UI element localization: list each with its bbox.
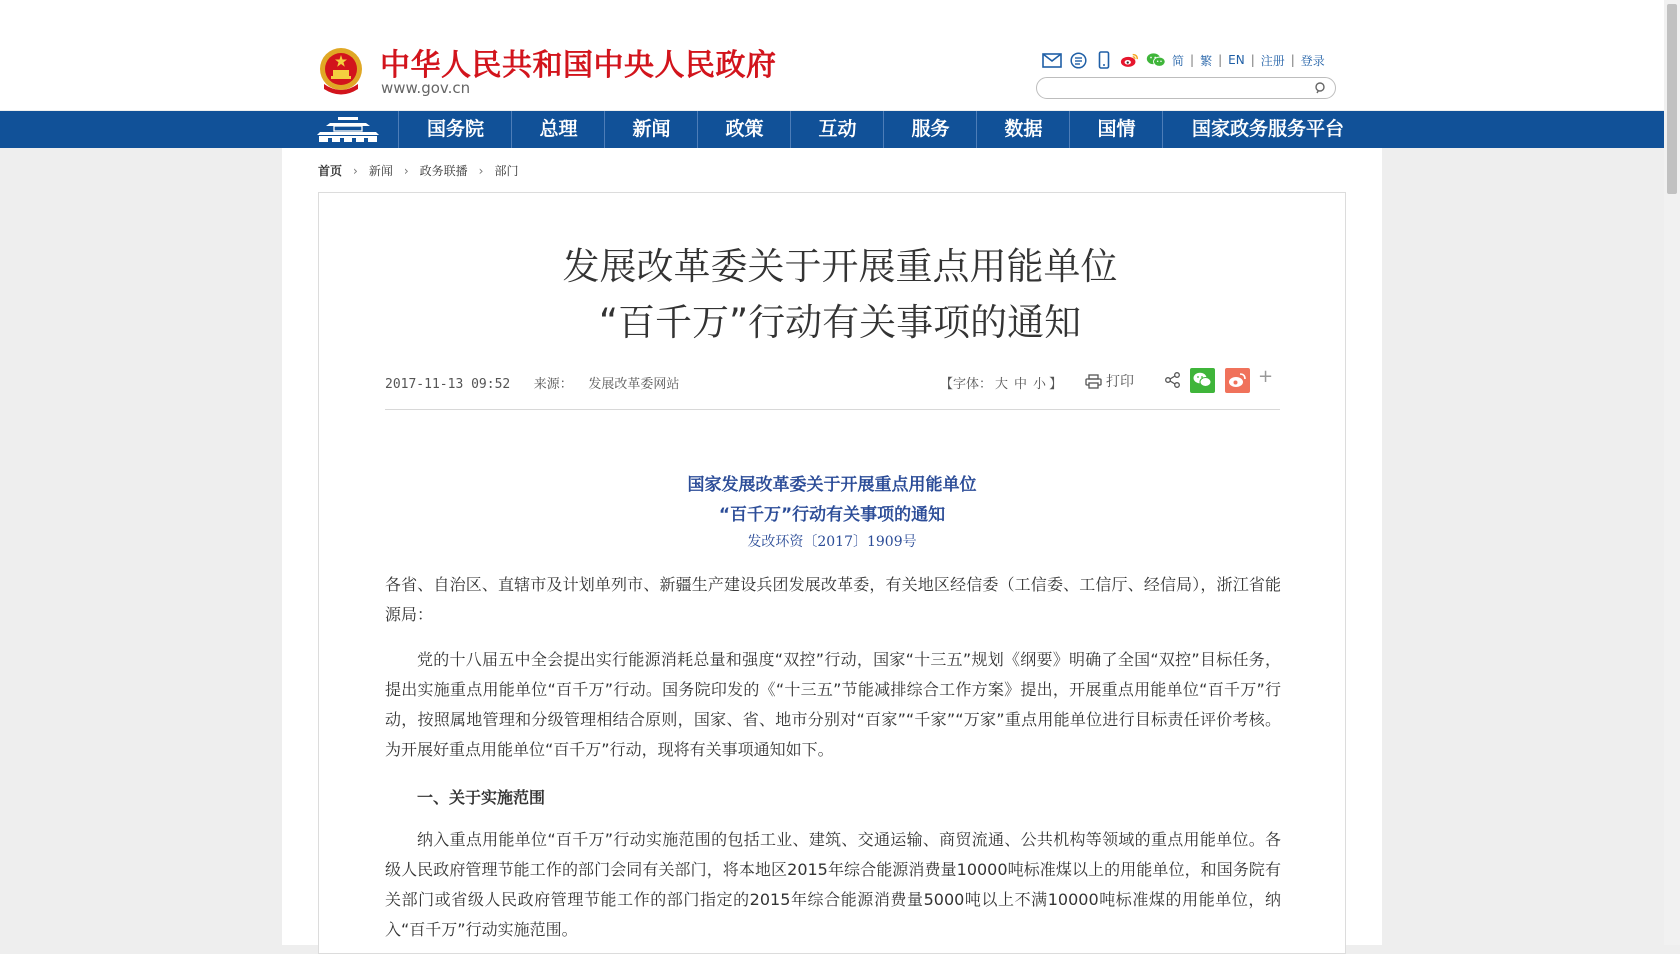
divider: | (1290, 53, 1295, 67)
article-headline-line2: “百千万”行动有关事项的通知 (598, 301, 1082, 344)
nav-item-state-council[interactable]: 国务院 (398, 111, 512, 148)
divider: | (1190, 53, 1195, 67)
nav-item-news[interactable]: 新闻 (604, 111, 698, 148)
lang-simplified-link[interactable]: 简 (1172, 53, 1185, 68)
nav-item-policy[interactable]: 政策 (697, 111, 791, 148)
vertical-scrollbar[interactable] (1664, 0, 1680, 945)
site-title[interactable]: 中华人民共和国中央人民政府 (380, 48, 777, 83)
share-wechat-button[interactable] (1190, 368, 1215, 393)
site-url[interactable]: www.gov.cn (381, 79, 471, 97)
more-share-button[interactable]: + (1258, 366, 1274, 387)
nav-item-services[interactable]: 服务 (883, 111, 977, 148)
paragraph-text: 党的十八届五中全会提出实行能源消耗总量和强度“双控”行动，国家“十三五”规划《纲要》明确了全国“双控”目标任务，提出实施重点用能单位“百千万”行动。国务院印发的《“十三五”节能减排综合工作方案》提出，开展重点用能单位“百千万”行动，按照属地管理和分级管理相结合原则，国家、省、地市分别对“百家”“千家”“万家”重点用能单位进行目标责任评价考核。为开展好重点用能单位“百千万”行动，现将有关事项通知如下。 (385, 650, 1281, 759)
national-emblem-icon[interactable] (318, 46, 364, 96)
doc-number: 发改环资〔2017〕1909号 (747, 534, 917, 550)
font-size-switcher (940, 373, 1062, 392)
addressee-text: 各省、自治区、直辖市及计划单列市、新疆生产建设兵团发展改革委，有关地区经信委（工信委、工信厅、经信局），浙江省能源局： (385, 575, 1281, 624)
search-input[interactable] (1047, 80, 1306, 97)
top-links (1042, 50, 1325, 70)
section-heading-1: 一、关于实施范围 (417, 788, 546, 807)
printer-icon (1085, 374, 1102, 389)
breadcrumb-news[interactable]: 新闻 (368, 164, 393, 178)
font-small-button[interactable]: 小 (1033, 377, 1047, 392)
weibo-icon[interactable] (1120, 51, 1140, 69)
search-icon[interactable] (1313, 80, 1329, 96)
lang-traditional-link[interactable]: 繁 (1200, 53, 1213, 68)
body-paragraph-1 (385, 645, 1281, 765)
tiananmen-home-icon[interactable] (316, 114, 380, 144)
meta-divider (385, 409, 1280, 410)
site-header (0, 0, 1664, 110)
doc-title-line2: “百千万”行动有关事项的通知 (718, 505, 946, 525)
chevron-right-icon: › (403, 163, 409, 178)
breadcrumb-home[interactable]: 首页 (318, 164, 343, 178)
font-medium-button[interactable]: 中 (1014, 377, 1028, 392)
share-icon[interactable] (1164, 371, 1182, 389)
wechat-icon (1190, 368, 1215, 393)
divider: | (1250, 53, 1255, 67)
nav-item-national-info[interactable]: 国情 (1069, 111, 1163, 148)
scrollbar-thumb[interactable] (1667, 4, 1677, 194)
chevron-right-icon: › (478, 163, 484, 178)
nav-item-data[interactable]: 数据 (976, 111, 1070, 148)
mobile-icon[interactable] (1094, 51, 1114, 69)
nav-item-premier[interactable]: 总理 (511, 111, 605, 148)
article-headline-line1: 发展改革委关于开展重点用能单位 (562, 245, 1118, 288)
divider: | (1218, 53, 1223, 67)
font-label-suffix: 】 (1049, 377, 1063, 392)
search-box (1036, 77, 1336, 99)
login-link[interactable]: 登录 (1300, 53, 1325, 68)
doc-title-line1: 国家发展改革委关于开展重点用能单位 (687, 475, 977, 495)
chevron-right-icon: › (353, 163, 358, 178)
article-source: 发展改革委网站 (588, 377, 680, 392)
font-large-button[interactable]: 大 (995, 377, 1009, 392)
print-label: 打印 (1106, 374, 1134, 390)
nav-item-interaction[interactable]: 互动 (790, 111, 884, 148)
breadcrumb (318, 162, 519, 179)
weibo-icon (1225, 368, 1250, 393)
source-label: 来源： (533, 377, 573, 392)
mail-icon[interactable] (1042, 51, 1062, 69)
breadcrumb-affairs[interactable]: 政务联播 (419, 164, 468, 178)
print-button[interactable] (1085, 371, 1134, 391)
article-meta (385, 373, 679, 392)
article-datetime: 2017-11-13 09:52 (385, 377, 511, 392)
addressee-paragraph (385, 570, 1281, 630)
breadcrumb-dept[interactable]: 部门 (494, 164, 519, 178)
wechat-icon[interactable] (1146, 51, 1166, 69)
register-link[interactable]: 注册 (1260, 53, 1285, 68)
nav-item-service-platform[interactable]: 国家政务服务平台 (1162, 111, 1373, 148)
font-label-prefix: 【字体： (940, 377, 993, 392)
main-nav (0, 111, 1664, 148)
share-weibo-button[interactable] (1225, 368, 1250, 393)
rss-icon[interactable] (1068, 51, 1088, 69)
body-paragraph-2 (385, 825, 1281, 945)
lang-english-link[interactable]: EN (1228, 53, 1245, 67)
paragraph-text: 纳入重点用能单位“百千万”行动实施范围的包括工业、建筑、交通运输、商贸流通、公共机构等领域的重点用能单位。各级人民政府管理节能工作的部门会同有关部门，将本地区2015年综合能源消费量10000吨标准煤以上的用能单位，和国务院有关部门或省级人民政府管理节能工作的部门指定的2015年综合能源消费量5000吨以上不满10000吨标准煤的用能单位，纳入“百千万”行动实施范围。 (385, 830, 1281, 939)
